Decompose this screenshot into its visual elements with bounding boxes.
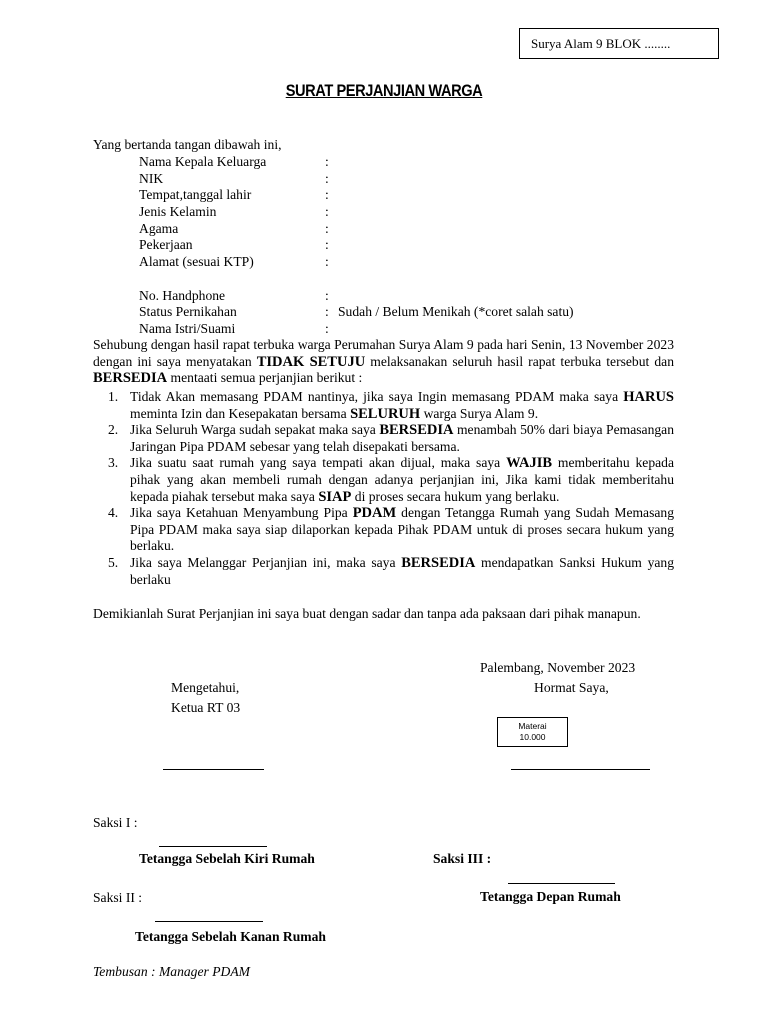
item-text: dengan Tetangga Rumah yang Sudah Memasang Pipa PDAM maka saya siap dilaporkan kepada Pihak PDAM untuk di proses secara hukum yang berlaku. xyxy=(130,505,675,554)
item-bold: HARUS xyxy=(623,389,674,405)
mengetahui-label: Mengetahui, xyxy=(171,680,240,695)
item-bold: BERSEDIA xyxy=(379,422,454,439)
materai-box xyxy=(497,717,568,747)
saksi2-name: Tetangga Sebelah Kanan Rumah xyxy=(135,929,326,944)
document-title: SURAT PERJANJIAN WARGA xyxy=(285,81,483,100)
hormat-label: Hormat Saya, xyxy=(534,680,609,695)
resident-signature-line xyxy=(511,769,650,770)
item-text: Jika Seluruh Warga sudah sepakat maka saya xyxy=(130,422,380,438)
list-item xyxy=(108,422,674,455)
field-label: No. Handphone xyxy=(139,288,226,303)
closing-paragraph xyxy=(93,606,674,623)
field-label: Tempat,tanggal lahir xyxy=(139,187,252,202)
field-colon: : xyxy=(325,288,329,303)
materai-label: Materai xyxy=(518,721,547,731)
saksi1-signature-line xyxy=(159,846,267,847)
item-bold: BERSEDIA xyxy=(401,554,476,571)
agreement-list xyxy=(93,389,674,588)
field-label: Status Pernikahan xyxy=(139,304,237,319)
statement-text-3: mentaati semua perjanjian berikut : xyxy=(167,370,363,386)
field-colon: : xyxy=(325,187,329,202)
item-bold: WAJIB xyxy=(506,455,553,472)
saksi3-name: Tetangga Depan Rumah xyxy=(480,889,621,904)
field-label: Jenis Kelamin xyxy=(139,204,217,219)
field-label: Nama Kepala Keluarga xyxy=(139,154,267,169)
statement-text-2: melaksanakan seluruh hasil rapat terbuka tersebut dan xyxy=(365,353,674,369)
field-colon: : xyxy=(325,254,329,269)
list-item xyxy=(108,505,675,555)
item-text: Jika saya Ketahuan Menyambung Pipa xyxy=(130,505,353,521)
field-colon: : xyxy=(325,237,329,252)
item-number: 4. xyxy=(108,505,119,521)
field-colon: : xyxy=(325,221,329,236)
item-bold: SIAP xyxy=(318,488,352,505)
materai-value: 10.000 xyxy=(519,732,546,742)
field-label: Alamat (sesuai KTP) xyxy=(139,254,254,269)
block-label: Surya Alam 9 BLOK ........ xyxy=(531,36,671,51)
item-text: warga Surya Alam 9. xyxy=(420,405,539,421)
item-number: 1. xyxy=(108,389,119,404)
item-text: mendapatkan Sanksi Hukum yang berlaku xyxy=(130,554,674,587)
saksi1-name: Tetangga Sebelah Kiri Rumah xyxy=(139,851,315,866)
list-item xyxy=(108,554,674,588)
field-colon: : xyxy=(325,304,329,319)
item-text: Jika saya Melanggar Perjanjian ini, maka saya xyxy=(130,554,402,570)
field-colon: : xyxy=(325,204,329,219)
item-text: di proses secara hukum yang berlaku. xyxy=(351,488,560,504)
item-number: 2. xyxy=(108,422,119,438)
closing-text: Demikianlah Surat Perjanjian ini saya buat dengan sadar dan tanpa ada paksaan dari pihak manapun. xyxy=(93,606,641,621)
item-number: 5. xyxy=(108,554,119,570)
field-colon: : xyxy=(325,171,329,186)
statement-bold-2: BERSEDIA xyxy=(93,370,168,387)
statement-text-1: Sehubung dengan hasil rapat terbuka warga Perumahan Surya Alam 9 pada hari Senin, 13 November 2023 dengan ini saya menyatakan xyxy=(93,337,674,369)
item-text: memberitahu kepada pihak yang akan membeli rumah dengan adanya perjanjian ini, Jika kami tidak memberitahu kepada piahak tersebut maka saya xyxy=(130,455,675,504)
field-label: Nama Istri/Suami xyxy=(139,321,236,336)
statement-bold-1: TIDAK SETUJU xyxy=(256,353,366,370)
field-label: Agama xyxy=(139,221,179,236)
item-text: menambah 50% dari biaya Pemasangan Jaringan Pipa PDAM sebesar yang telah disepakati bersama. xyxy=(130,422,674,454)
statement-paragraph xyxy=(93,337,674,387)
field-label: Pekerjaan xyxy=(139,237,193,252)
field-label: NIK xyxy=(139,171,164,186)
intro-text: Yang bertanda tangan dibawah ini, xyxy=(93,137,282,152)
saksi3-signature-line xyxy=(508,883,615,884)
saksi1-label: Saksi I : xyxy=(93,815,138,830)
ketua-signature-line xyxy=(163,769,264,770)
block-label-box xyxy=(519,28,719,59)
field-colon: : xyxy=(325,321,329,336)
place-date: Palembang, November 2023 xyxy=(480,660,636,675)
item-text: Tidak Akan memasang PDAM nantinya, jika saya Ingin memasang PDAM maka saya xyxy=(130,389,624,404)
saksi3-label: Saksi III : xyxy=(433,851,492,866)
item-text: Jika suatu saat rumah yang saya tempati akan dijual, maka saya xyxy=(130,455,507,471)
item-bold: PDAM xyxy=(352,505,397,522)
field-value: Sudah / Belum Menikah (*coret salah satu) xyxy=(338,304,574,319)
item-number: 3. xyxy=(108,455,119,471)
ketua-label: Ketua RT 03 xyxy=(171,700,241,715)
saksi2-signature-line xyxy=(155,921,263,922)
tembusan-note: Tembusan : Manager PDAM xyxy=(93,964,250,979)
field-colon: : xyxy=(325,154,329,169)
item-bold: SELURUH xyxy=(350,405,421,422)
list-item xyxy=(108,455,675,505)
item-text: meminta Izin dan Kesepakatan bersama xyxy=(130,405,351,421)
saksi2-label: Saksi II : xyxy=(93,890,143,905)
list-item xyxy=(108,389,674,422)
